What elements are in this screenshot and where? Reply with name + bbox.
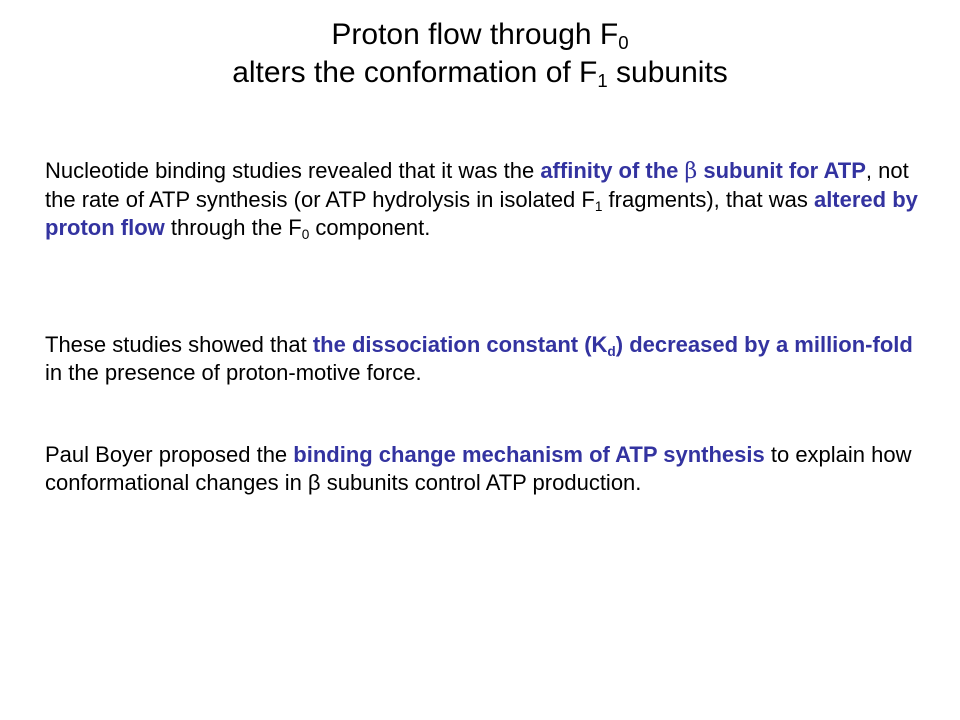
p2-highlight-1-text: the dissociation constant (K [312, 332, 608, 357]
p1-highlight-1 [540, 158, 866, 183]
p1-highlight-1-suffix: subunit for ATP [697, 158, 866, 183]
title-line-1-text: Proton flow through F [331, 18, 619, 51]
p3-text-1: Paul Boyer proposed the [45, 442, 294, 467]
p1-highlight-1-text: affinity of the [540, 158, 685, 183]
p1-text-1: Nucleotide binding studies revealed that it was the [45, 158, 541, 183]
title-line-1-subscript: 0 [618, 32, 629, 54]
slide-title [0, 16, 960, 92]
p1-text-2: , not the rate of ATP synthesis (or ATP hydrolysis in isolated F [45, 158, 909, 212]
p2-subscript: d [607, 343, 616, 359]
p2-highlight-1-suffix: ) decreased by a million-fold [615, 332, 913, 357]
p2-highlight-1 [313, 332, 913, 357]
title-line-2-subscript: 1 [597, 70, 608, 92]
p1-text-5: component. [309, 215, 431, 240]
p1-highlight-2: altered by proton flow [45, 187, 918, 240]
p1-subscript-1: 1 [594, 198, 603, 214]
p2-text-1: These studies showed that [45, 332, 313, 357]
p2-text-2: in the presence of proton-motive force. [45, 360, 422, 385]
paragraph-dissociation-constant [45, 331, 930, 387]
beta-symbol: β [684, 159, 698, 184]
title-line-2-text: alters the conformation of F [232, 56, 598, 89]
p1-text-3: fragments), that was [602, 187, 814, 212]
p3-highlight-1: binding change mechanism of ATP synthesis [293, 442, 765, 467]
p1-subscript-2: 0 [301, 226, 310, 242]
title-line-2 [0, 54, 960, 92]
paragraph-binding-change [45, 441, 930, 497]
p1-text-4: through the F [164, 215, 302, 240]
paragraph-nucleotide-binding [45, 157, 930, 242]
title-line-1 [0, 16, 960, 54]
p3-text-2: to explain how conformational changes in β subunits control ATP production. [45, 442, 912, 495]
title-line-2-suffix: subunits [607, 56, 728, 89]
